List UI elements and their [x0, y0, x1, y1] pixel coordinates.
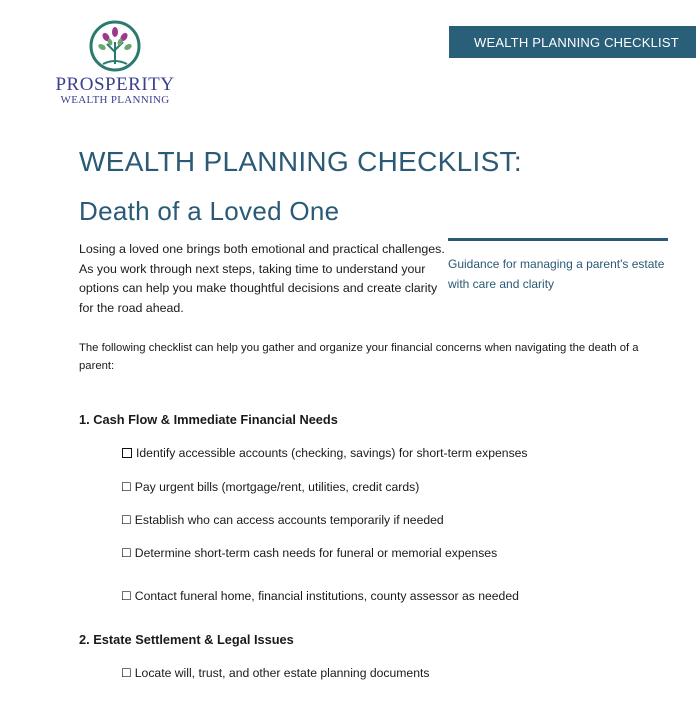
logo-name: PROSPERITY: [55, 74, 175, 95]
page-title: WEALTH PLANNING CHECKLIST:: [79, 146, 522, 177]
lead-paragraph: The following checklist can help you gather and organize your financial concerns when navigating the death of a parent:: [79, 342, 639, 372]
checklist-item[interactable]: [121, 480, 419, 494]
checklist-item-label: Pay urgent bills (mortgage/rent, utilities, credit cards): [134, 480, 420, 494]
checklist-item-label: Contact funeral home, financial institutions, county assessor as needed: [134, 589, 519, 603]
checklist-item-label: Determine short-term cash needs for funeral or memorial expenses: [134, 546, 498, 560]
checklist-item[interactable]: [121, 446, 528, 460]
checklist-item-label: Establish who can access accounts temporarily if needed: [134, 513, 444, 527]
logo-subtitle: WEALTH PLANNING: [60, 94, 170, 106]
checkbox-icon[interactable]: [122, 448, 132, 458]
checkbox-icon[interactable]: ☐: [121, 666, 132, 680]
checkbox-icon[interactable]: ☐: [121, 546, 132, 560]
checklist-item[interactable]: [121, 666, 429, 680]
page-subtitle: Death of a Loved One: [79, 196, 340, 226]
callout-divider: [448, 238, 668, 241]
checkbox-icon[interactable]: ☐: [121, 480, 132, 494]
checkbox-icon[interactable]: ☐: [121, 589, 132, 603]
callout-text: Guidance for managing a parent's estate with care and clarity: [448, 257, 665, 291]
checklist-item-label: Locate will, trust, and other estate planning documents: [134, 666, 430, 680]
checklist-item[interactable]: [121, 513, 444, 527]
checklist-item[interactable]: [121, 589, 519, 603]
section-heading: 1. Cash Flow & Immediate Financial Needs: [79, 412, 338, 427]
company-logo: [46, 20, 184, 106]
header-tab: WEALTH PLANNING CHECKLIST: [449, 26, 696, 58]
checkbox-icon[interactable]: ☐: [121, 513, 132, 527]
section-heading: 2. Estate Settlement & Legal Issues: [79, 632, 294, 647]
tree-logo-icon: [85, 20, 145, 72]
intro-paragraph: Losing a loved one brings both emotional and practical challenges. As you work through next steps, taking time to understand your options can help you make thoughtful decisions and create clarity for the road ahead.: [79, 242, 445, 315]
checklist-item-label: Identify accessible accounts (checking, savings) for short-term expenses: [136, 446, 528, 460]
checklist-item[interactable]: [121, 546, 497, 560]
